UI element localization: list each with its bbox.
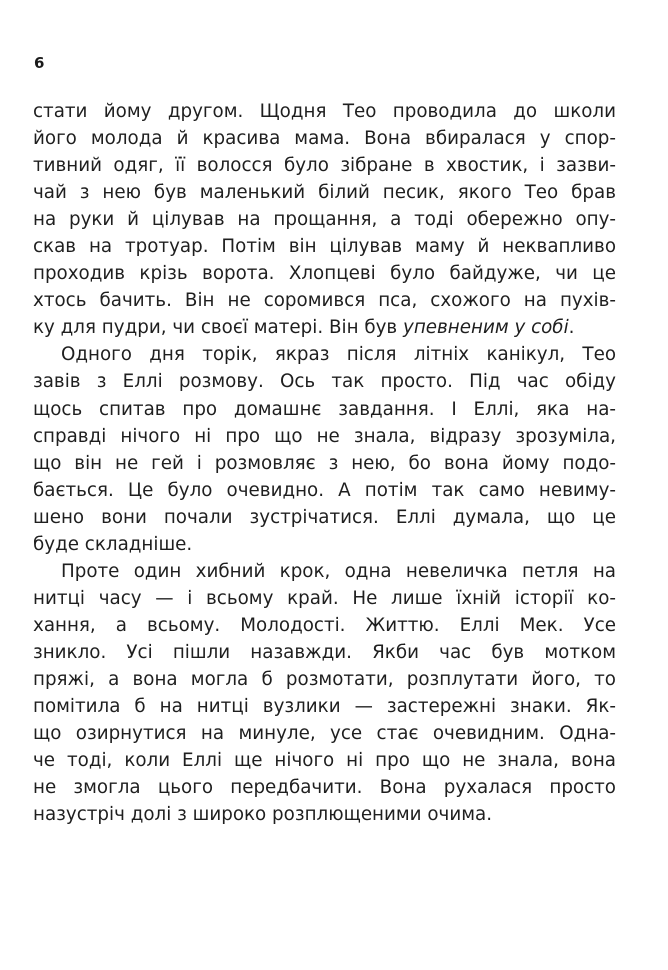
text-line: назустріч долі з широко розплющеними очима. bbox=[33, 804, 493, 826]
text-line: Проте один хибний крок, одна невеличка петля на bbox=[61, 560, 616, 582]
text-fragment: ку для пудри, чи своєї матері. Він був bbox=[33, 317, 404, 339]
text-line: його молода й красива мама. Вона вбиралася у спор- bbox=[33, 128, 616, 150]
text-line: бається. Це було очевидно. А потім так само невиму- bbox=[33, 479, 616, 501]
paragraph-2 bbox=[33, 341, 616, 557]
paragraph-3 bbox=[33, 558, 616, 828]
text-line: завів з Еллі розмову. Ось так просто. Під час обіду bbox=[33, 371, 616, 393]
body-text bbox=[33, 98, 616, 828]
text-line: стати йому другом. Щодня Тео проводила до школи bbox=[33, 101, 616, 122]
text-line: щось спитав про домашнє завдання. І Еллі, яка на- bbox=[33, 398, 616, 420]
text-line: пряжі, а вона могла б розмотати, розплутати його, то bbox=[33, 668, 616, 690]
text-line: справді нічого ні про що не знала, відразу зрозуміла, bbox=[33, 425, 616, 447]
text-line: буде складніше. bbox=[33, 533, 193, 555]
text-line: хання, а всьому. Молодості. Життю. Еллі Мек. Усе bbox=[33, 614, 616, 636]
text-fragment: . bbox=[568, 317, 575, 339]
text-line: зникло. Усі пішли назавжди. Якби час був мотком bbox=[33, 641, 616, 663]
paragraph-1 bbox=[33, 98, 616, 341]
text-line: що він не гей і розмовляє з нею, бо вона йому подо- bbox=[33, 452, 616, 474]
text-line: скав на тротуар. Потім він цілував маму й неквапливо bbox=[33, 236, 616, 258]
text-line: хтось бачить. Він не соромився пса, схожого на пухів- bbox=[33, 290, 616, 312]
text-line: тивний одяг, її волосся було зібране в хвостик, і зазви- bbox=[33, 155, 616, 177]
text-line: що озирнутися на минуле, усе стає очевидним. Одна- bbox=[33, 723, 616, 745]
text-line: че тоді, коли Еллі ще нічого ні про що не знала, вона bbox=[33, 750, 616, 772]
text-line: чай з нею був маленький білий песик, якого Тео брав bbox=[33, 182, 616, 204]
page-number: 6 bbox=[34, 54, 45, 72]
text-line: не змогла цього передбачити. Вона рухалася просто bbox=[33, 777, 616, 799]
text-line bbox=[33, 314, 616, 341]
text-line: на руки й цілував на прощання, а тоді обережно опу- bbox=[33, 209, 616, 231]
text-line: нитці часу — і всьому край. Не лише їхній історії ко- bbox=[33, 587, 616, 609]
text-line: проходив крізь ворота. Хлопцеві було байдуже, чи це bbox=[33, 263, 616, 285]
text-line: шено вони почали зустрічатися. Еллі думала, що це bbox=[33, 506, 616, 528]
text-line: Одного дня торік, якраз після літніх канікул, Тео bbox=[61, 344, 616, 366]
text-line: помітила б на нитці вузлики — застережні знаки. Як- bbox=[33, 696, 616, 718]
italic-phrase: упевненим у собі bbox=[403, 317, 569, 339]
